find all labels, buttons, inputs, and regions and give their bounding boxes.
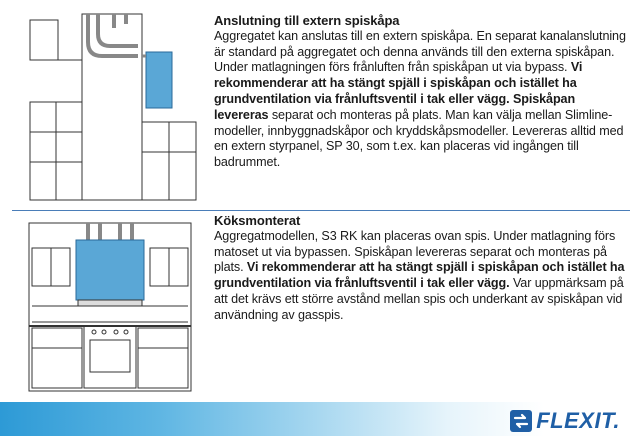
flexit-logo-icon [510, 410, 532, 432]
section-kitchen-mounted [214, 213, 630, 324]
external-hood-illustration [28, 12, 198, 202]
section1-text-a: Aggregatet kan anslutas till en extern spiskåpa. En separat kanalanslutning är standard på aggregatet och denna används till den externa spiskåpan. Under matlagningen förs frånluften från spiskåpan ut via bypass. [214, 28, 626, 75]
section1-body [214, 29, 630, 171]
section1-delivered: Spiskåpan levereras [214, 91, 576, 122]
section-external-hood [214, 13, 630, 171]
section-divider [12, 210, 630, 211]
section1-recommendation: Vi rekommenderar att ha stängt spjäll i spiskåpan och istället ha grundventilation via frånluftsventil i tak eller vägg. [214, 60, 583, 106]
section2-body [214, 229, 630, 324]
footer-bar [0, 402, 640, 436]
kitchen-mounted-illustration [28, 222, 192, 392]
section2-recommendation: Vi rekommenderar att ha stängt spjäll i spiskåpan och istället ha grundventilation via frånluftsventil i tak eller vägg. [214, 260, 625, 291]
flexit-logo [510, 408, 620, 434]
section2-text-c: Var uppmärksam på att det krävs ett större avstånd mellan spis och underkant av spiskåpan vid användning av gasspis. [214, 276, 624, 322]
section2-heading: Köksmonterat [214, 213, 301, 228]
section1-text-d: separat och monteras på plats. Man kan välja mellan Slimline-modeller, innbyggnadskåpor och kryddskåpsmodeller. Levereras alltid med en extern styrpanel, SP 30, som t.ex. kan placeras vid ingången till badrummet. [214, 107, 624, 170]
section1-heading: Anslutning till extern spiskåpa [214, 13, 400, 28]
section2-text-a: Aggregatmodellen, S3 RK kan placeras ovan spis. Under matlagning förs matoset ut via bypassen. Spiskåpan levereras separat och monteras på plats. [214, 228, 616, 275]
flexit-logo-text: FLEXIT. [536, 408, 620, 433]
